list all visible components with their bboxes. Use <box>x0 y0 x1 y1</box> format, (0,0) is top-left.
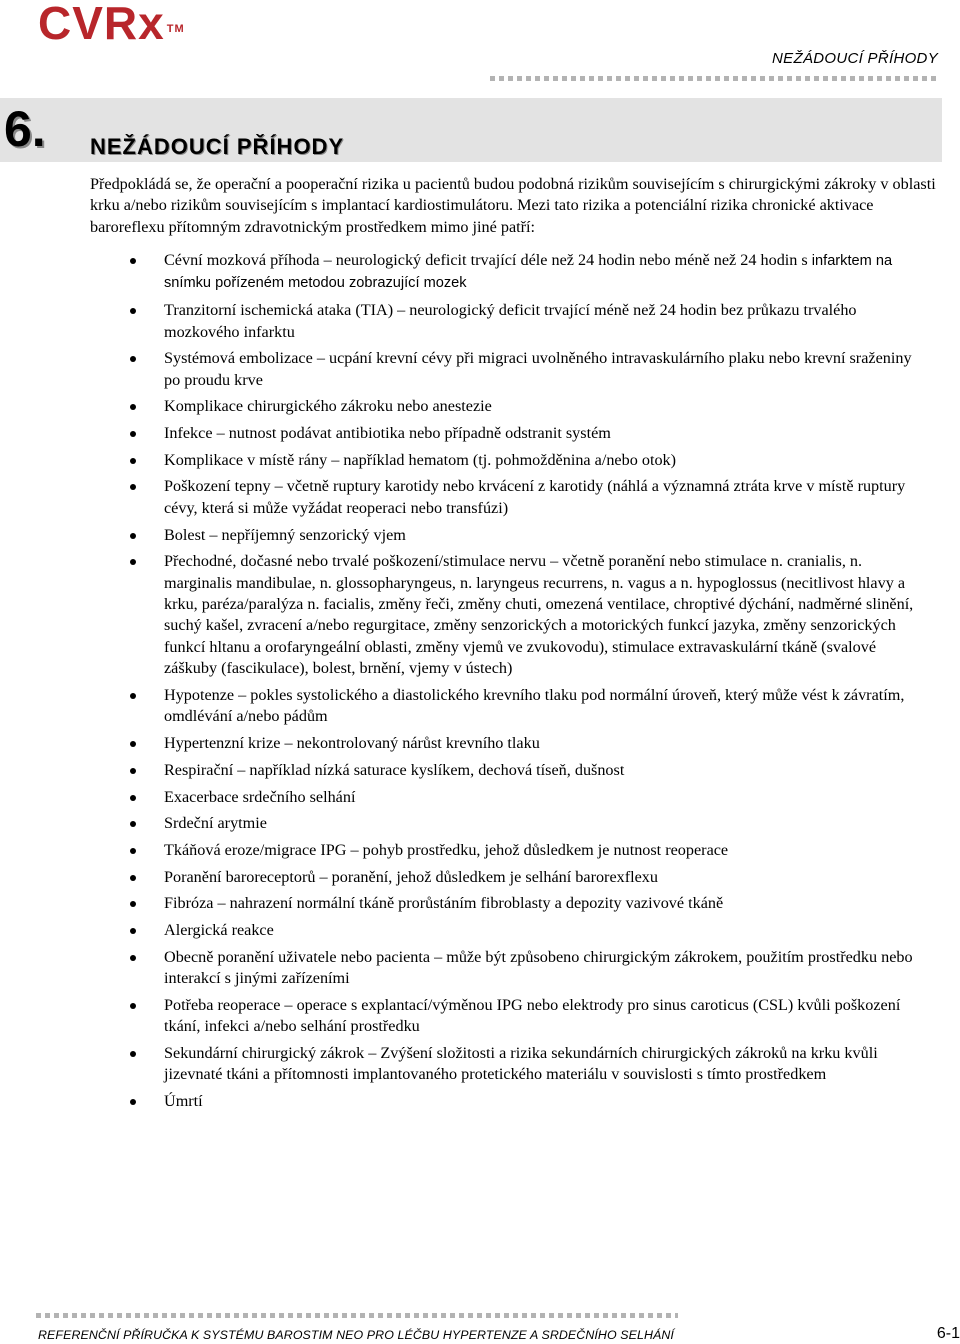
list-item <box>164 947 924 990</box>
page-number: 6-1 <box>936 1325 960 1342</box>
list-item-text: Potřeba reoperace – operace s explantací/výměnou IPG nebo elektrody pro sinus caroticus (CSL) kvůli poškození tkání, infekci a/nebo selhání prostředku <box>164 995 901 1036</box>
list-item-text: Poškození tepny – včetně ruptury karotidy nebo krvácení z karotidy (náhlá a významná ztráta krve v místě ruptury cévy, která si může vyžádat reoperaci nebo transfúzi) <box>164 477 906 517</box>
list-item-text: Respirační – například nízká saturace kyslíkem, dechová tíseň, dušnost <box>164 760 625 779</box>
list-item-text: Tranzitorní ischemická ataka (TIA) – neurologický deficit trvající méně než 24 hodin bez průkazu trvalého mozkového infarktu <box>164 301 857 341</box>
adverse-events-list <box>164 250 924 1118</box>
list-item <box>164 733 924 754</box>
list-item-text: Komplikace chirurgického zákroku nebo anestezie <box>164 397 492 416</box>
list-item-text: Cévní mozková příhoda – neurologický deficit trvající déle než 24 hodin nebo méně než 24 hodin s <box>164 251 808 269</box>
list-item-text: Bolest – nepříjemný senzorický vjem <box>164 525 406 544</box>
list-item <box>164 893 924 914</box>
header-title: NEŽÁDOUCÍ PŘÍHODY <box>772 50 938 67</box>
logo-trademark: TM <box>166 23 185 35</box>
list-item <box>164 920 924 941</box>
list-item <box>164 685 924 728</box>
list-item <box>164 525 924 546</box>
list-item-text: Poranění baroreceptorů – poranění, jehož důsledkem je selhání barorexflexu <box>164 867 658 886</box>
section-number: 6. <box>4 101 46 157</box>
intro-paragraph <box>90 174 940 238</box>
header-dotted-rule <box>490 76 940 81</box>
list-item <box>164 396 924 417</box>
list-item-text: Alergická reakce <box>164 921 274 940</box>
list-item <box>164 476 924 519</box>
list-item <box>164 450 924 471</box>
list-item <box>164 1043 924 1086</box>
list-item-text: Srdeční arytmie <box>164 814 267 833</box>
list-item-text: Obecně poranění uživatele nebo pacienta – může být způsobeno chirurgickým zákrokem, použitím prostředku nebo interakcí s jinými zařízeními <box>164 947 913 988</box>
list-item-text: Přechodné, dočasné nebo trvalé poškození/stimulace nervu – včetně poranění nebo stimulace n. cranialis, n. marginalis mandibulae, n. glossopharyngeus, n. laryngeus recurrens, n. vagus a n. hypoglossus (necitlivost hlavy a krku, paréza/paralýza n. facialis, změny řeči, změny chuti, omezená ventilace, chroptivé dýchání, nadměrné slinění, suchý kašel, zvracení a/nebo regurgitace, změny senzorických a motorických funkcí jazyka, změny senzorických funkcí hltanu a orofaryngeální oblasti, změny vjemů ve zvukovodu), stimulace extravaskulární tkáně (svalové záškuby (fascikulace), bolest, brnění, vjemy v ústech) <box>164 552 914 678</box>
list-item-text: Úmrtí <box>164 1092 203 1111</box>
list-item-text: Systémová embolizace – ucpání krevní cévy při migraci uvolněného intravaskulárního plaku nebo krevní sraženiny po proudu krve <box>164 349 912 389</box>
list-item-text: infarktem na snímku pořízeném metodou zobrazující mozek <box>164 253 893 292</box>
list-item <box>164 867 924 888</box>
list-item <box>164 551 924 679</box>
list-item <box>164 348 924 391</box>
list-item-text: Infekce – nutnost podávat antibiotika nebo případně odstranit systém <box>164 424 611 443</box>
list-item-text: Exacerbace srdečního selhání <box>164 787 356 806</box>
list-item <box>164 787 924 808</box>
list-item <box>164 995 924 1038</box>
list-item-text: Hypertenzní krize – nekontrolovaný nárůst krevního tlaku <box>164 734 540 753</box>
list-item <box>164 1091 924 1112</box>
list-item <box>164 813 924 834</box>
list-item-text: Tkáňová eroze/migrace IPG – pohyb prostředku, jehož důsledkem je nutnost reoperace <box>164 840 729 859</box>
cvrx-logo <box>38 0 185 49</box>
footer-document-title: REFERENČNÍ PŘÍRUČKA K SYSTÉMU BAROSTIM NEO PRO LÉČBU HYPERTENZE A SRDEČNÍHO SELHÁNÍ <box>38 1328 674 1342</box>
list-item-text: Komplikace v místě rány – například hematom (tj. pohmožděnina a/nebo otok) <box>164 450 677 469</box>
list-item <box>164 300 924 343</box>
list-item-text: Sekundární chirurgický zákrok – Zvýšení složitosti a rizika sekundárních chirurgických zákroků na krku kvůli jizevnaté tkáni a přítomnosti implantovaného protetického materiálu v souvislosti s tímto prostředkem <box>164 1043 878 1084</box>
intro-text-part2: Mezi tato rizika a potenciální rizika chronické aktivace baroreflexu přítomným zdravotnickým prostředkem mimo jiné patří: <box>90 196 874 236</box>
list-item-text: Hypotenze – pokles systolického a diastolického krevního tlaku pod normální úroveň, který může vést k závratím, omdlévání a/nebo pádům <box>164 685 905 726</box>
list-item <box>164 840 924 861</box>
list-item <box>164 250 924 295</box>
list-item <box>164 423 924 444</box>
footer-dotted-rule <box>36 1313 678 1318</box>
intro-text-part1: Předpokládá se, že operační a pooperační rizika u pacientů budou podobná rizikům souvisejícím s chirurgickými zákroky v oblasti krku a/nebo rizikům souvisejícím s implantací kardiostimulátoru. <box>90 175 936 215</box>
list-item <box>164 760 924 781</box>
logo-text: CVRx <box>38 0 165 49</box>
list-item-text: Fibróza – nahrazení normální tkáně prorůstáním fibroblasty a depozity vazivové tkáně <box>164 894 724 913</box>
section-title: NEŽÁDOUCÍ PŘÍHODY <box>90 134 345 159</box>
